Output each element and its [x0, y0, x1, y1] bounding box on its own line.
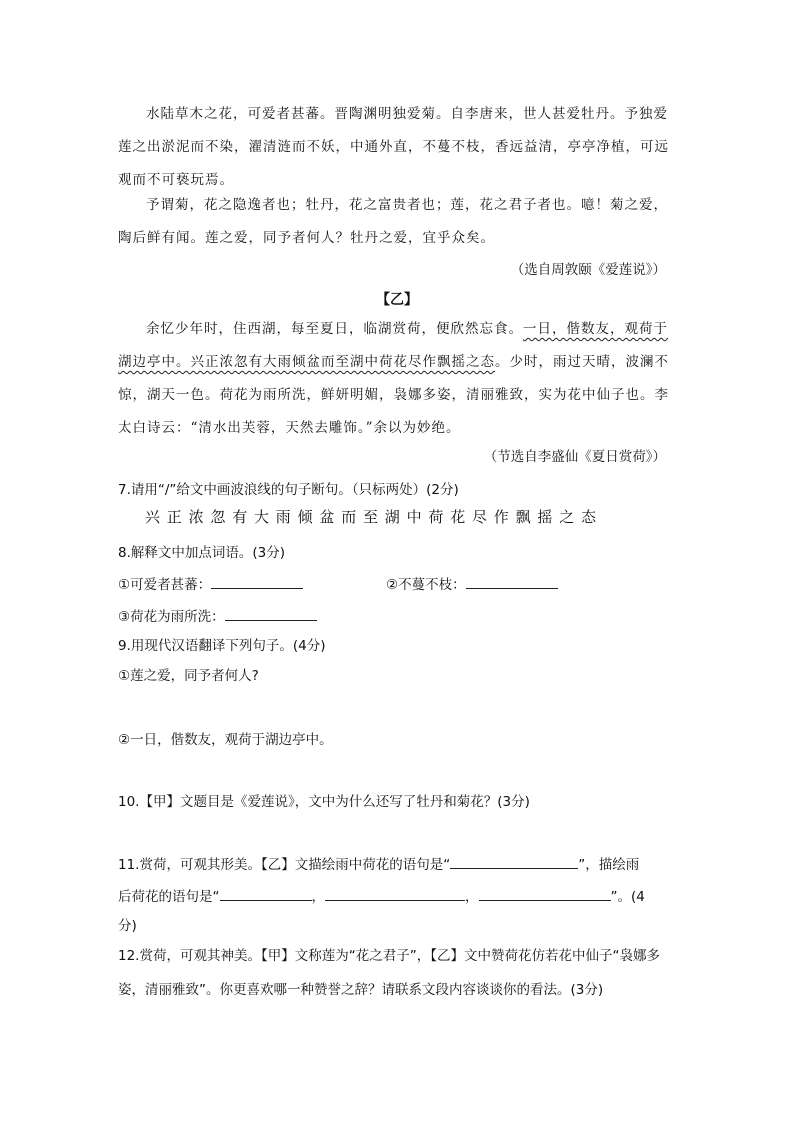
question-11-text-3: 后荷花的语句是“ [118, 889, 220, 905]
yi-text-before: 余忆少年时，住西湖，每至夏日，临湖赏荷，便欣然忘食。 [146, 321, 523, 337]
question-12: 12.赏荷，可观其神美。【甲】文称莲为“花之君子”，【乙】文中赞荷花仿若花中仙子“袅娜多姿，清丽雅致”。你更喜欢哪一种赞誉之辞？请联系文段内容谈谈你的看法。(3分) [118, 948, 660, 998]
question-8: 8.解释文中加点词语。(3分) [118, 545, 286, 561]
question-11-text-1: 11.赏荷，可观其形美。【乙】文描绘雨中荷花的语句是“ [118, 857, 451, 873]
question-7: 7.请用“/”给文中画波浪线的句子断句。（只标两处）(2分) [118, 482, 459, 498]
question-8-item-a [118, 573, 303, 593]
jia-source: （选自周敦颐《爱莲说》） [510, 262, 666, 278]
answer-blank-11d[interactable] [479, 886, 611, 901]
question-11-line-3: 分) [118, 918, 137, 934]
question-8-item-b [386, 573, 558, 593]
question-11-sep-1: ， [311, 889, 325, 905]
answer-blank-11b[interactable] [220, 886, 312, 901]
question-7-sentence: 兴正浓忽有大雨倾盆而至湖中荷花尽作飘摇之态 [145, 508, 603, 526]
question-8-b-label: ②不蔓不枝： [386, 577, 466, 593]
yi-text-after: 。少时，雨过天晴，波澜不惊，湖天一色。荷花为雨所洗，鲜妍明媚，袅娜多姿，清丽雅致，实为花中仙子也。李太白诗云：“清水出芙蓉，天然去雕饰。”余以为妙绝。 [118, 354, 669, 436]
yi-paragraph [118, 313, 678, 445]
question-9-item-b: ②一日，偕数友，观荷于湖边亭中。 [118, 732, 333, 748]
question-11-line-2 [118, 885, 645, 905]
yi-source: （节选自李盛仙《夏日赏荷》） [483, 449, 666, 465]
jia-paragraph-2: 予谓菊，花之隐逸者也；牡丹，花之富贵者也；莲，花之君子者也。噫！菊之爱，陶后鲜有闻。莲之爱，同予者何人？牡丹之爱，宜乎众矣。 [118, 197, 668, 246]
question-8-c-label: ③荷花为雨所洗： [118, 609, 225, 625]
question-8-item-c [118, 605, 317, 625]
question-10: 10.【甲】文题目是《爱莲说》，文中为什么还写了牡丹和菊花？(3分) [118, 794, 530, 810]
jia-paragraph-1: 水陆草木之花，可爱者甚蕃。晋陶渊明独爱菊。自李唐来，世人甚爱牡丹。予独爱莲之出淤泥而不染，濯清涟而不妖，中通外直，不蔓不枝，香远益清，亭亭净植，可远观而不可亵玩焉。 [118, 106, 669, 188]
question-8-a-label: ①可爱者甚蕃： [118, 577, 212, 593]
answer-blank-8c[interactable] [225, 606, 317, 621]
question-11-sep-2: ， [465, 889, 479, 905]
question-9-item-a: ①莲之爱，同予者何人? [118, 668, 259, 684]
question-9: 9.用现代汉语翻译下列句子。(4分) [118, 638, 326, 654]
question-11-text-4: ”。(4 [610, 889, 645, 905]
answer-blank-11a[interactable] [450, 854, 578, 869]
answer-blank-11c[interactable] [325, 886, 465, 901]
answer-blank-8a[interactable] [211, 574, 303, 589]
yi-wavy-sentence: 一日，偕数友，观荷于湖边亭中。兴正浓忽有大雨倾盆而至湖中荷花尽作飘摇之态 [118, 321, 668, 370]
question-11-text-2: ”，描绘雨 [578, 857, 640, 873]
question-11-line-1 [118, 853, 639, 873]
answer-blank-8b[interactable] [466, 574, 558, 589]
yi-heading: 【乙】 [376, 292, 418, 308]
